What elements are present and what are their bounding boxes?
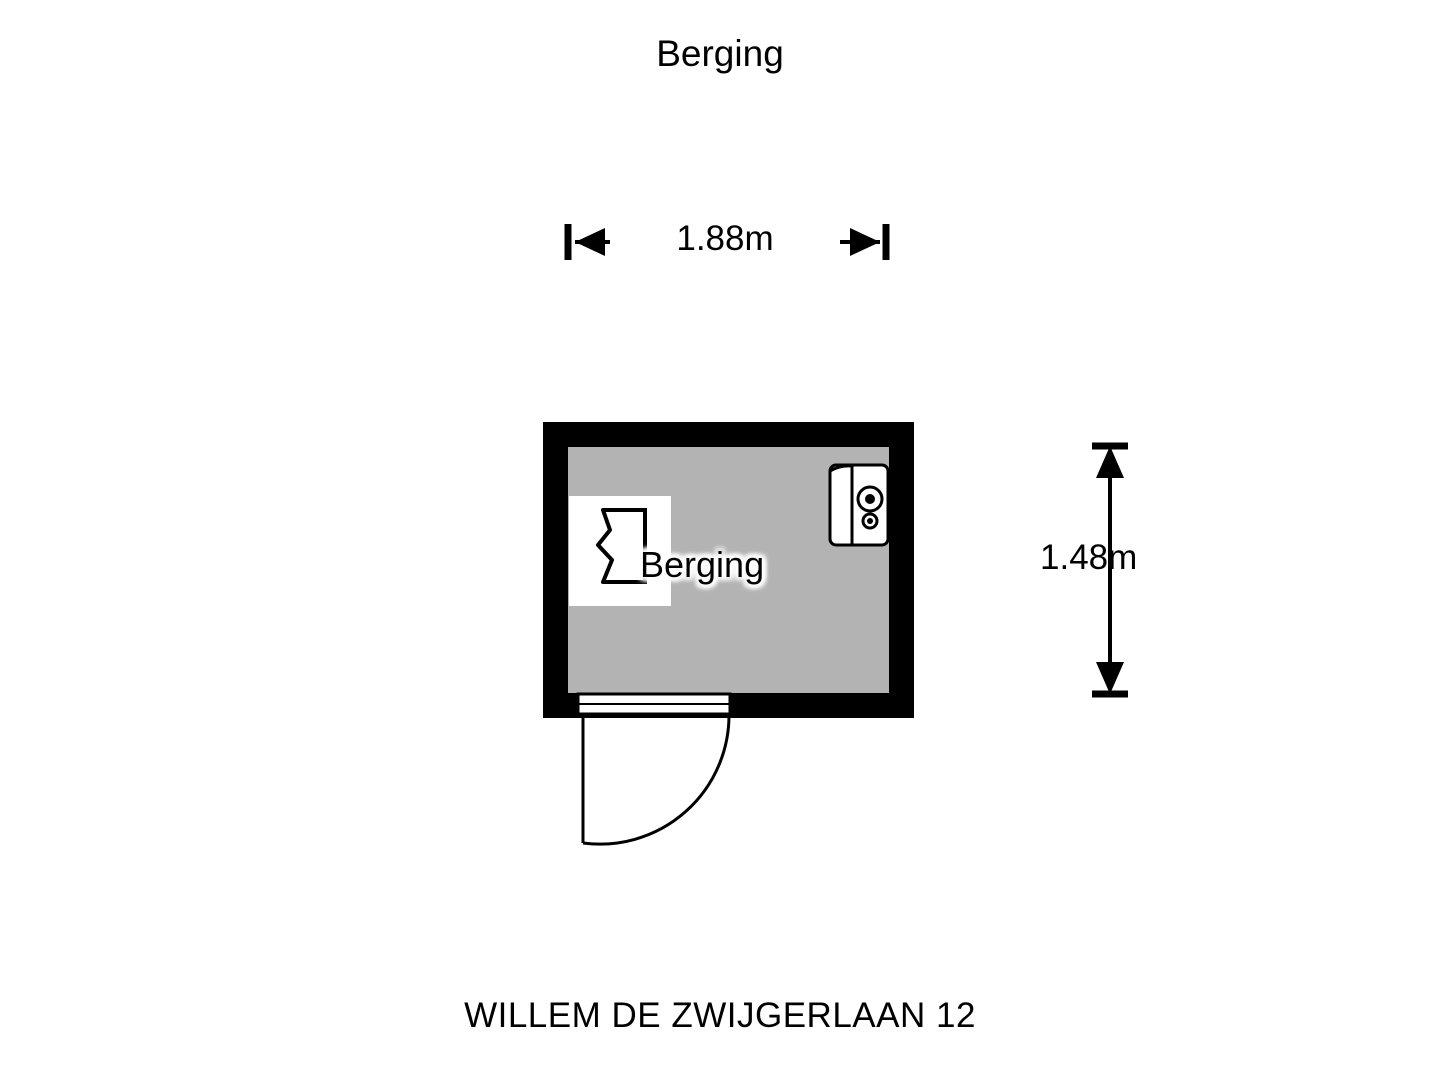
room-label: Berging bbox=[640, 544, 765, 585]
footer-address: WILLEM DE ZWIJGERLAAN 12 bbox=[464, 996, 976, 1035]
page-title: Berging bbox=[656, 33, 784, 74]
door-swing bbox=[583, 714, 729, 844]
dimension-width-label: 1.88m bbox=[610, 218, 840, 260]
dimension-height-label: 1.48m bbox=[1040, 538, 1138, 577]
window-fixture bbox=[578, 694, 730, 714]
boiler-fixture bbox=[830, 465, 888, 545]
